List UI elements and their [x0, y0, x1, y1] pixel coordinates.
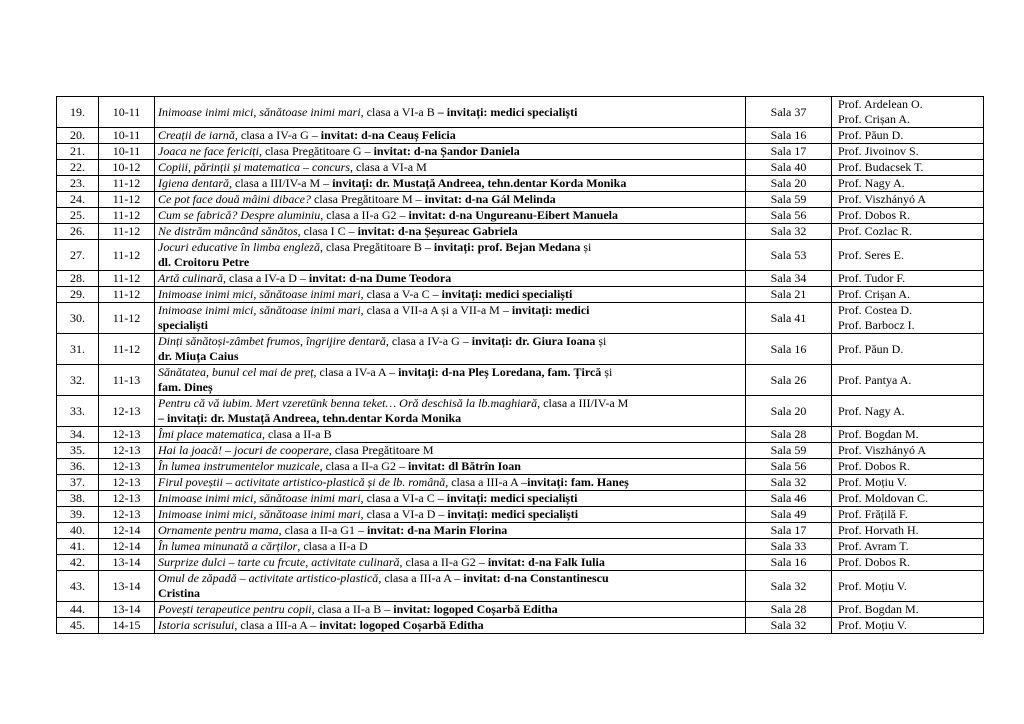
teacher-name: Prof. Avram T.	[838, 539, 909, 553]
table-row	[57, 602, 984, 618]
row-number: 30.	[57, 303, 99, 334]
teacher-cell	[832, 602, 984, 618]
activity-cell	[155, 192, 746, 208]
teacher-name: Prof. Nagy A.	[838, 176, 905, 190]
teacher-cell	[832, 160, 984, 176]
schedule-table	[56, 96, 984, 634]
activity-cell	[155, 365, 746, 396]
row-number: 22.	[57, 160, 99, 176]
room: Sala 28	[746, 427, 832, 443]
teacher-name: Prof. Bogdan M.	[838, 427, 919, 441]
row-number: 19.	[57, 97, 99, 128]
teacher-cell	[832, 97, 984, 128]
room: Sala 46	[746, 491, 832, 507]
teacher-name: Prof. Viszhányó A	[838, 192, 927, 206]
activity-class: , clasa a II-a G2 –	[320, 208, 409, 222]
room: Sala 20	[746, 176, 832, 192]
table-row	[57, 507, 984, 523]
teacher-cell	[832, 144, 984, 160]
activity-cell	[155, 224, 746, 240]
time-slot: 13-14	[99, 602, 155, 618]
time-slot: 12-13	[99, 491, 155, 507]
activity-class: , clasa a VI-a C –	[360, 491, 447, 505]
table-row	[57, 555, 984, 571]
activity-guests: invitat: d-na Falk Iulia	[487, 555, 605, 569]
room: Sala 32	[746, 224, 832, 240]
activity-guests: invitat: d-na Ungureanu-Eibert Manuela	[408, 208, 618, 222]
row-number: 37.	[57, 475, 99, 491]
room: Sala 40	[746, 160, 832, 176]
teacher-cell	[832, 334, 984, 365]
activity-title: Hai la joacă! – jocuri de cooperare	[158, 443, 329, 457]
time-slot: 12-13	[99, 475, 155, 491]
activity-class: , clasa a IV-a G –	[385, 334, 472, 348]
time-slot: 11-13	[99, 365, 155, 396]
row-number: 40.	[57, 523, 99, 539]
teacher-cell	[832, 571, 984, 602]
row-number: 35.	[57, 443, 99, 459]
activity-cell	[155, 491, 746, 507]
table-row	[57, 144, 984, 160]
row-number: 34.	[57, 427, 99, 443]
activity-title: Inimoase inimi mici, sănătoase inimi mari	[158, 507, 361, 521]
time-slot: 11-12	[99, 240, 155, 271]
activity-cell	[155, 443, 746, 459]
activity-class: , clasa Pregătitoare B –	[319, 240, 434, 254]
teacher-name: Prof. Costea D.	[838, 303, 912, 317]
table-row	[57, 427, 984, 443]
activity-title: Firul poveștii – activitate artistico-plastică și de lb. română	[158, 475, 446, 489]
time-slot: 12-13	[99, 443, 155, 459]
activity-guests: invitat: d-na Gál Melinda	[424, 192, 556, 206]
activity-title: Pentru că vă iubim. Mert vzeretünk benna teket… Oră deschisă la lb.maghiară	[158, 396, 538, 410]
activity-cell	[155, 396, 746, 427]
activity-connector: și	[580, 240, 592, 254]
time-slot: 11-12	[99, 192, 155, 208]
activity-title: În lumea minunată a cărților	[158, 539, 298, 553]
activity-title: Inimoase inimi mici, sănătoase inimi mari	[158, 491, 361, 505]
activity-class: clasa Pregătitoare M –	[310, 192, 425, 206]
teacher-cell	[832, 192, 984, 208]
activity-class: , clasa a III-a A –	[234, 618, 320, 632]
table-row	[57, 208, 984, 224]
activity-title: În lumea instrumentelor muzicale	[158, 459, 320, 473]
activity-title: Inimoase inimi mici, sănătoase inimi mari	[158, 287, 361, 301]
activity-class: , clasa a IV-a A –	[313, 365, 399, 379]
teacher-name: Prof. Moldovan C.	[838, 491, 928, 505]
activity-class: , clasa a II-a G1 –	[278, 523, 367, 537]
activity-class: , clasa Pregătitoare M	[328, 443, 434, 457]
activity-class: , clasa a IV-a G –	[234, 128, 321, 142]
activity-class: , clasa Pregătitoare G –	[258, 144, 374, 158]
teacher-cell	[832, 303, 984, 334]
activity-guests: invitați: dr. Giura Ioana	[471, 334, 596, 348]
teacher-cell	[832, 224, 984, 240]
table-row	[57, 491, 984, 507]
teacher-name: Prof. Crișan A.	[838, 287, 910, 301]
activity-title: Artă culinară	[158, 271, 223, 285]
row-number: 24.	[57, 192, 99, 208]
room: Sala 34	[746, 271, 832, 287]
activity-guests: invitat: logoped Coșarbă Editha	[319, 618, 484, 632]
table-row	[57, 224, 984, 240]
table-row	[57, 192, 984, 208]
room: Sala 16	[746, 555, 832, 571]
table-row	[57, 334, 984, 365]
room: Sala 56	[746, 459, 832, 475]
activity-cell	[155, 176, 746, 192]
time-slot: 13-14	[99, 555, 155, 571]
room: Sala 17	[746, 523, 832, 539]
teacher-name: Prof. Frățilă F.	[838, 507, 908, 521]
room: Sala 20	[746, 396, 832, 427]
activity-title: Povești terapeutice pentru copii	[158, 602, 312, 616]
activity-title: Dinți sănătoși-zâmbet frumos, îngrijire dentară	[158, 334, 386, 348]
activity-class: , clasa a III-a A –	[445, 475, 528, 489]
room: Sala 37	[746, 97, 832, 128]
row-number: 45.	[57, 618, 99, 634]
activity-class: , clasa a II-a G2 –	[399, 555, 488, 569]
row-number: 44.	[57, 602, 99, 618]
room: Sala 21	[746, 287, 832, 303]
teacher-name: Prof. Bogdan M.	[838, 602, 919, 616]
activity-connector: și	[601, 365, 613, 379]
row-number: 28.	[57, 271, 99, 287]
activity-title: Jocuri educative în limba engleză	[158, 240, 320, 254]
activity-class: , clasa I C –	[297, 224, 358, 238]
activity-cell	[155, 271, 746, 287]
teacher-name: Prof. Nagy A.	[838, 403, 905, 418]
activity-cell	[155, 539, 746, 555]
table-row	[57, 618, 984, 634]
row-number: 29.	[57, 287, 99, 303]
activity-guests: – invitați: medici specialiști	[434, 104, 578, 119]
activity-guests: invitat: dl Bătrîn Ioan	[407, 459, 521, 473]
time-slot: 12-13	[99, 459, 155, 475]
activity-guests: invitat: d-na Șeșureac Gabriela	[357, 224, 518, 238]
table-row	[57, 128, 984, 144]
teacher-name: Prof. Moțiu V.	[838, 475, 907, 489]
activity-class: , clasa a II-a D	[297, 539, 368, 553]
activity-title: Joaca ne face fericiți	[158, 144, 259, 158]
activity-class: , clasa a II-a B –	[311, 602, 394, 616]
teacher-cell	[832, 271, 984, 287]
activity-guests-continued: Cristina	[158, 586, 200, 600]
teacher-cell	[832, 396, 984, 427]
time-slot: 11-12	[99, 208, 155, 224]
activity-class: , clasa a III-a A –	[378, 571, 464, 585]
teacher-name: Prof. Moțiu V.	[838, 578, 907, 593]
activity-cell	[155, 555, 746, 571]
row-number: 25.	[57, 208, 99, 224]
room: Sala 59	[746, 192, 832, 208]
activity-guests: invitați: d-na Pleș Loredana, fam. Țircă	[398, 365, 602, 379]
activity-guests: invitați: medici specialiști	[446, 491, 578, 505]
teacher-name: Prof. Dobos R.	[838, 208, 911, 222]
room: Sala 16	[746, 334, 832, 365]
time-slot: 14-15	[99, 618, 155, 634]
table-row	[57, 523, 984, 539]
teacher-name: Prof. Pantya A.	[838, 372, 912, 387]
table-row	[57, 539, 984, 555]
activity-cell	[155, 240, 746, 271]
teacher-cell	[832, 128, 984, 144]
room: Sala 26	[746, 365, 832, 396]
teacher-name: Prof. Păun D.	[838, 128, 904, 142]
time-slot: 11-12	[99, 224, 155, 240]
time-slot: 11-12	[99, 271, 155, 287]
activity-guests-continued: – invitați: dr. Mustață Andreea, tehn.dentar Korda Monika	[158, 411, 462, 425]
time-slot: 11-12	[99, 287, 155, 303]
time-slot: 10-12	[99, 160, 155, 176]
activity-guests: invitați: dr. Mustață Andreea, tehn.dentar Korda Monika	[332, 176, 627, 190]
time-slot: 12-14	[99, 523, 155, 539]
row-number: 42.	[57, 555, 99, 571]
teacher-cell	[832, 427, 984, 443]
activity-class: , clasa a II-a G2 –	[319, 459, 408, 473]
row-number: 33.	[57, 396, 99, 427]
activity-class: , clasa a VII-a A și a VII-a M –	[360, 303, 512, 317]
row-number: 43.	[57, 571, 99, 602]
row-number: 38.	[57, 491, 99, 507]
time-slot: 12-14	[99, 539, 155, 555]
row-number: 39.	[57, 507, 99, 523]
activity-cell	[155, 97, 746, 128]
activity-title: Îmi place matematica	[158, 427, 262, 441]
row-number: 23.	[57, 176, 99, 192]
activity-class: , clasa a III/IV-a M	[537, 396, 629, 410]
activity-class: , clasa a VI-a M	[350, 160, 427, 174]
activity-guests: invitat: d-na Marin Florina	[366, 523, 508, 537]
activity-class: , clasa a VI-a B	[360, 104, 435, 119]
table-row	[57, 160, 984, 176]
activity-cell	[155, 144, 746, 160]
teacher-cell	[832, 507, 984, 523]
room: Sala 32	[746, 475, 832, 491]
activity-title: Igiena dentară	[158, 176, 229, 190]
activity-cell	[155, 602, 746, 618]
activity-title: Ne distrăm mâncând sănătos	[158, 224, 298, 238]
teacher-cell	[832, 618, 984, 634]
table-row	[57, 475, 984, 491]
teacher-cell	[832, 365, 984, 396]
activity-guests-continued: dr. Miuța Caius	[158, 349, 239, 363]
teacher-name: Prof. Dobos R.	[838, 459, 911, 473]
activity-title: Inimoase inimi mici, sănătoase inimi mari	[158, 303, 361, 317]
teacher-name: Prof. Moțiu V.	[838, 618, 907, 632]
activity-guests: invitat: d-na Șandor Daniela	[373, 144, 520, 158]
teacher-name: Prof. Tudor F.	[838, 271, 906, 285]
teacher-cell	[832, 539, 984, 555]
teacher-name: Prof. Budacsek T.	[838, 160, 924, 174]
row-number: 20.	[57, 128, 99, 144]
activity-cell	[155, 475, 746, 491]
row-number: 26.	[57, 224, 99, 240]
time-slot: 11-12	[99, 176, 155, 192]
teacher-cell	[832, 459, 984, 475]
time-slot: 13-14	[99, 571, 155, 602]
activity-title: Ce pot face două mâini dibace?	[158, 192, 311, 206]
activity-cell	[155, 160, 746, 176]
activity-title: Surprize dulci – tarte cu frcute, activitate culinară	[158, 555, 400, 569]
activity-guests: invitat: d-na Dume Teodora	[308, 271, 452, 285]
room: Sala 41	[746, 303, 832, 334]
activity-title: Sănătatea, bunul cel mai de preț	[158, 365, 314, 379]
activity-cell	[155, 128, 746, 144]
table-row	[57, 97, 984, 128]
room: Sala 59	[746, 443, 832, 459]
teacher-name: Prof. Cozlac R.	[838, 224, 912, 238]
time-slot: 12-13	[99, 396, 155, 427]
activity-guests: invitat: d-na Ceauș Felicia	[320, 128, 456, 142]
row-number: 32.	[57, 365, 99, 396]
activity-guests: invitați: prof. Bejan Medana	[433, 240, 581, 254]
activity-guests: invitați: medici specialiști	[447, 507, 579, 521]
teacher-cell	[832, 555, 984, 571]
table-row	[57, 303, 984, 334]
activity-cell	[155, 571, 746, 602]
activity-guests: invitat: logoped Coșarbă Editha	[393, 602, 558, 616]
time-slot: 10-11	[99, 144, 155, 160]
table-row	[57, 459, 984, 475]
teacher-cell	[832, 491, 984, 507]
time-slot: 11-12	[99, 303, 155, 334]
table-row	[57, 443, 984, 459]
activity-guests: invitați: medici specialiști	[441, 287, 573, 301]
activity-class: , clasa a VI-a D –	[360, 507, 448, 521]
time-slot: 10-11	[99, 128, 155, 144]
activity-guests-continued: dl. Croitoru Petre	[158, 255, 250, 269]
activity-cell	[155, 507, 746, 523]
activity-title: Inimoase inimi mici, sănătoase inimi mari	[158, 104, 361, 119]
table-row	[57, 365, 984, 396]
activity-title: Creații de iarnă	[158, 128, 235, 142]
teacher-name: Prof. Viszhányó A	[838, 443, 927, 457]
activity-cell	[155, 618, 746, 634]
activity-cell	[155, 208, 746, 224]
activity-class: , clasa a III/IV-a M –	[229, 176, 333, 190]
activity-guests-continued: specialiști	[158, 318, 208, 332]
teacher-cell	[832, 443, 984, 459]
activity-connector: și	[595, 334, 607, 348]
room: Sala 17	[746, 144, 832, 160]
time-slot: 11-12	[99, 334, 155, 365]
activity-title: Cum se fabrică? Despre aluminiu	[158, 208, 321, 222]
row-number: 31.	[57, 334, 99, 365]
teacher-name: Prof. Jivoinov S.	[838, 144, 919, 158]
table-row	[57, 571, 984, 602]
teacher-name: Prof. Păun D.	[838, 341, 904, 356]
teacher-name: Prof. Dobos R.	[838, 555, 911, 569]
teacher-cell	[832, 176, 984, 192]
activity-cell	[155, 523, 746, 539]
row-number: 36.	[57, 459, 99, 475]
table-row	[57, 176, 984, 192]
activity-class: , clasa a IV-a D –	[223, 271, 309, 285]
row-number: 41.	[57, 539, 99, 555]
room: Sala 32	[746, 618, 832, 634]
activity-cell	[155, 427, 746, 443]
room: Sala 33	[746, 539, 832, 555]
activity-guests-continued: fam. Dineș	[158, 380, 213, 394]
table-row	[57, 287, 984, 303]
time-slot: 10-11	[99, 97, 155, 128]
activity-cell	[155, 303, 746, 334]
activity-cell	[155, 459, 746, 475]
time-slot: 12-13	[99, 507, 155, 523]
time-slot: 12-13	[99, 427, 155, 443]
row-number: 21.	[57, 144, 99, 160]
teacher-cell	[832, 475, 984, 491]
activity-cell	[155, 287, 746, 303]
activity-class: , clasa a V-a C –	[360, 287, 442, 301]
teacher-name: Prof. Seres E.	[838, 247, 904, 262]
activity-title: Omul de zăpadă – activitate artistico-plastică	[158, 571, 379, 585]
activity-title: Copiii, părinții și matematica – concurs	[158, 160, 350, 174]
teacher-cell	[832, 240, 984, 271]
table-row	[57, 240, 984, 271]
teacher-name: Prof. Horvath H.	[838, 523, 919, 537]
teacher-name: Prof. Ardelean O.	[838, 97, 923, 111]
teacher-name: Prof. Crișan A.	[838, 112, 910, 126]
teacher-name: Prof. Barbocz I.	[838, 318, 915, 332]
room: Sala 32	[746, 571, 832, 602]
activity-title: Istoria scrisului	[158, 618, 235, 632]
teacher-cell	[832, 523, 984, 539]
activity-class: , clasa a II-a B	[261, 427, 332, 441]
room: Sala 16	[746, 128, 832, 144]
activity-cell	[155, 334, 746, 365]
activity-guests: invitați: fam. Haneș	[527, 475, 629, 489]
teacher-cell	[832, 208, 984, 224]
row-number: 27.	[57, 240, 99, 271]
teacher-cell	[832, 287, 984, 303]
table-row	[57, 271, 984, 287]
room: Sala 56	[746, 208, 832, 224]
room: Sala 49	[746, 507, 832, 523]
activity-guests: invitat: d-na Constantinescu	[463, 571, 609, 585]
room: Sala 28	[746, 602, 832, 618]
activity-title: Ornamente pentru mama	[158, 523, 279, 537]
table-row	[57, 396, 984, 427]
room: Sala 53	[746, 240, 832, 271]
activity-guests: invitați: medici	[511, 303, 590, 317]
